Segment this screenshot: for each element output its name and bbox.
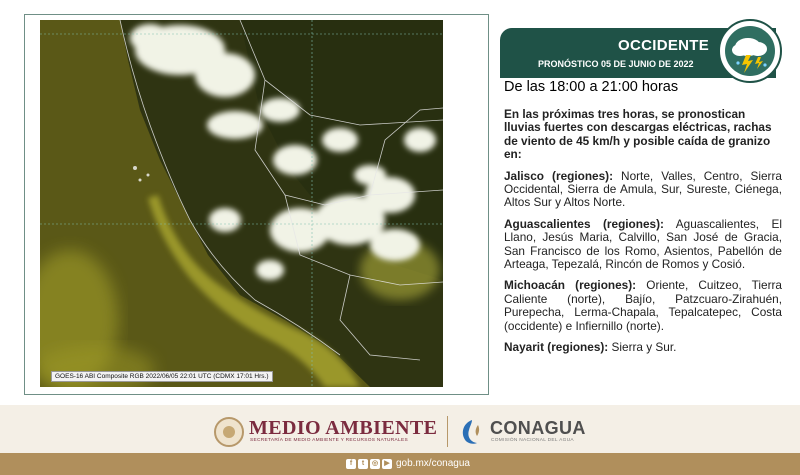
facebook-icon[interactable]: f: [346, 459, 356, 469]
medio-ambiente-subtitle: SECRETARÍA DE MEDIO AMBIENTE Y RECURSOS NATURALES: [250, 438, 409, 443]
satellite-image: [40, 20, 443, 387]
forecast-date: PRONÓSTICO 05 DE JUNIO DE 2022: [538, 59, 694, 69]
forecast-content: [504, 108, 782, 363]
time-range: De las 18:00 a 21:00 horas: [504, 79, 679, 95]
region-paragraph: [504, 218, 782, 272]
social-icons: [346, 459, 392, 469]
satellite-caption: GOES-16 ABI Composite RGB 2022/06/05 22:01 UTC (CDMX 17:01 Hrs.): [51, 371, 273, 382]
conagua-logo-icon: [456, 417, 486, 447]
conagua-logo-text: CONAGUA: [490, 418, 586, 438]
region-paragraph: [504, 341, 782, 354]
twitter-icon[interactable]: t: [358, 459, 368, 469]
forecast-intro: En las próximas tres horas, se pronostican lluvias fuertes con descargas eléctricas, rachas de viento de 45 km/h y posible caída de granizo en:: [504, 107, 772, 162]
storm-cloud-lightning-icon: [718, 19, 782, 83]
government-seal-icon: [214, 417, 244, 447]
region-label: Aguascalientes (regiones):: [504, 216, 664, 231]
youtube-icon[interactable]: ▶: [382, 459, 392, 469]
gob-conagua-link[interactable]: gob.mx/conagua: [396, 458, 470, 469]
region-label: Michoacán (regiones):: [504, 278, 637, 293]
region-paragraph: [504, 170, 782, 210]
region-areas: Oriente, Cuitzeo, Tierra Caliente (norte), Bajío, Patzcuaro-Zirahuén, Purepecha, Lerma-Chapala, Tepalcatepec, Costa (occidente) e Infiernillo (norte).: [504, 278, 782, 333]
instagram-icon[interactable]: ◎: [371, 460, 379, 467]
region-title: OCCIDENTE: [618, 37, 710, 54]
region-areas: Sierra y Sur.: [611, 340, 677, 355]
conagua-subtitle: COMISIÓN NACIONAL DEL AGUA: [491, 438, 574, 443]
logo-divider: [447, 416, 448, 447]
region-label: Jalisco (regiones):: [504, 168, 613, 183]
region-label: Nayarit (regiones):: [504, 340, 609, 355]
region-areas: Norte, Valles, Centro, Sierra Occidental, Sierra de Amula, Sur, Sureste, Ciénega, Altos Sur y Altos Norte.: [504, 168, 782, 210]
region-areas: Aguascalientes, El Llano, Jesús Maria, Calvillo, San José de Gracia, San Francisco de los Romo, Asientos, Pabellón de Arteaga, Tepezalá, Rincón de Romos y Cosió.: [504, 216, 782, 272]
region-paragraph: [504, 279, 782, 333]
medio-ambiente-logo-text: MEDIO AMBIENTE: [249, 417, 438, 439]
